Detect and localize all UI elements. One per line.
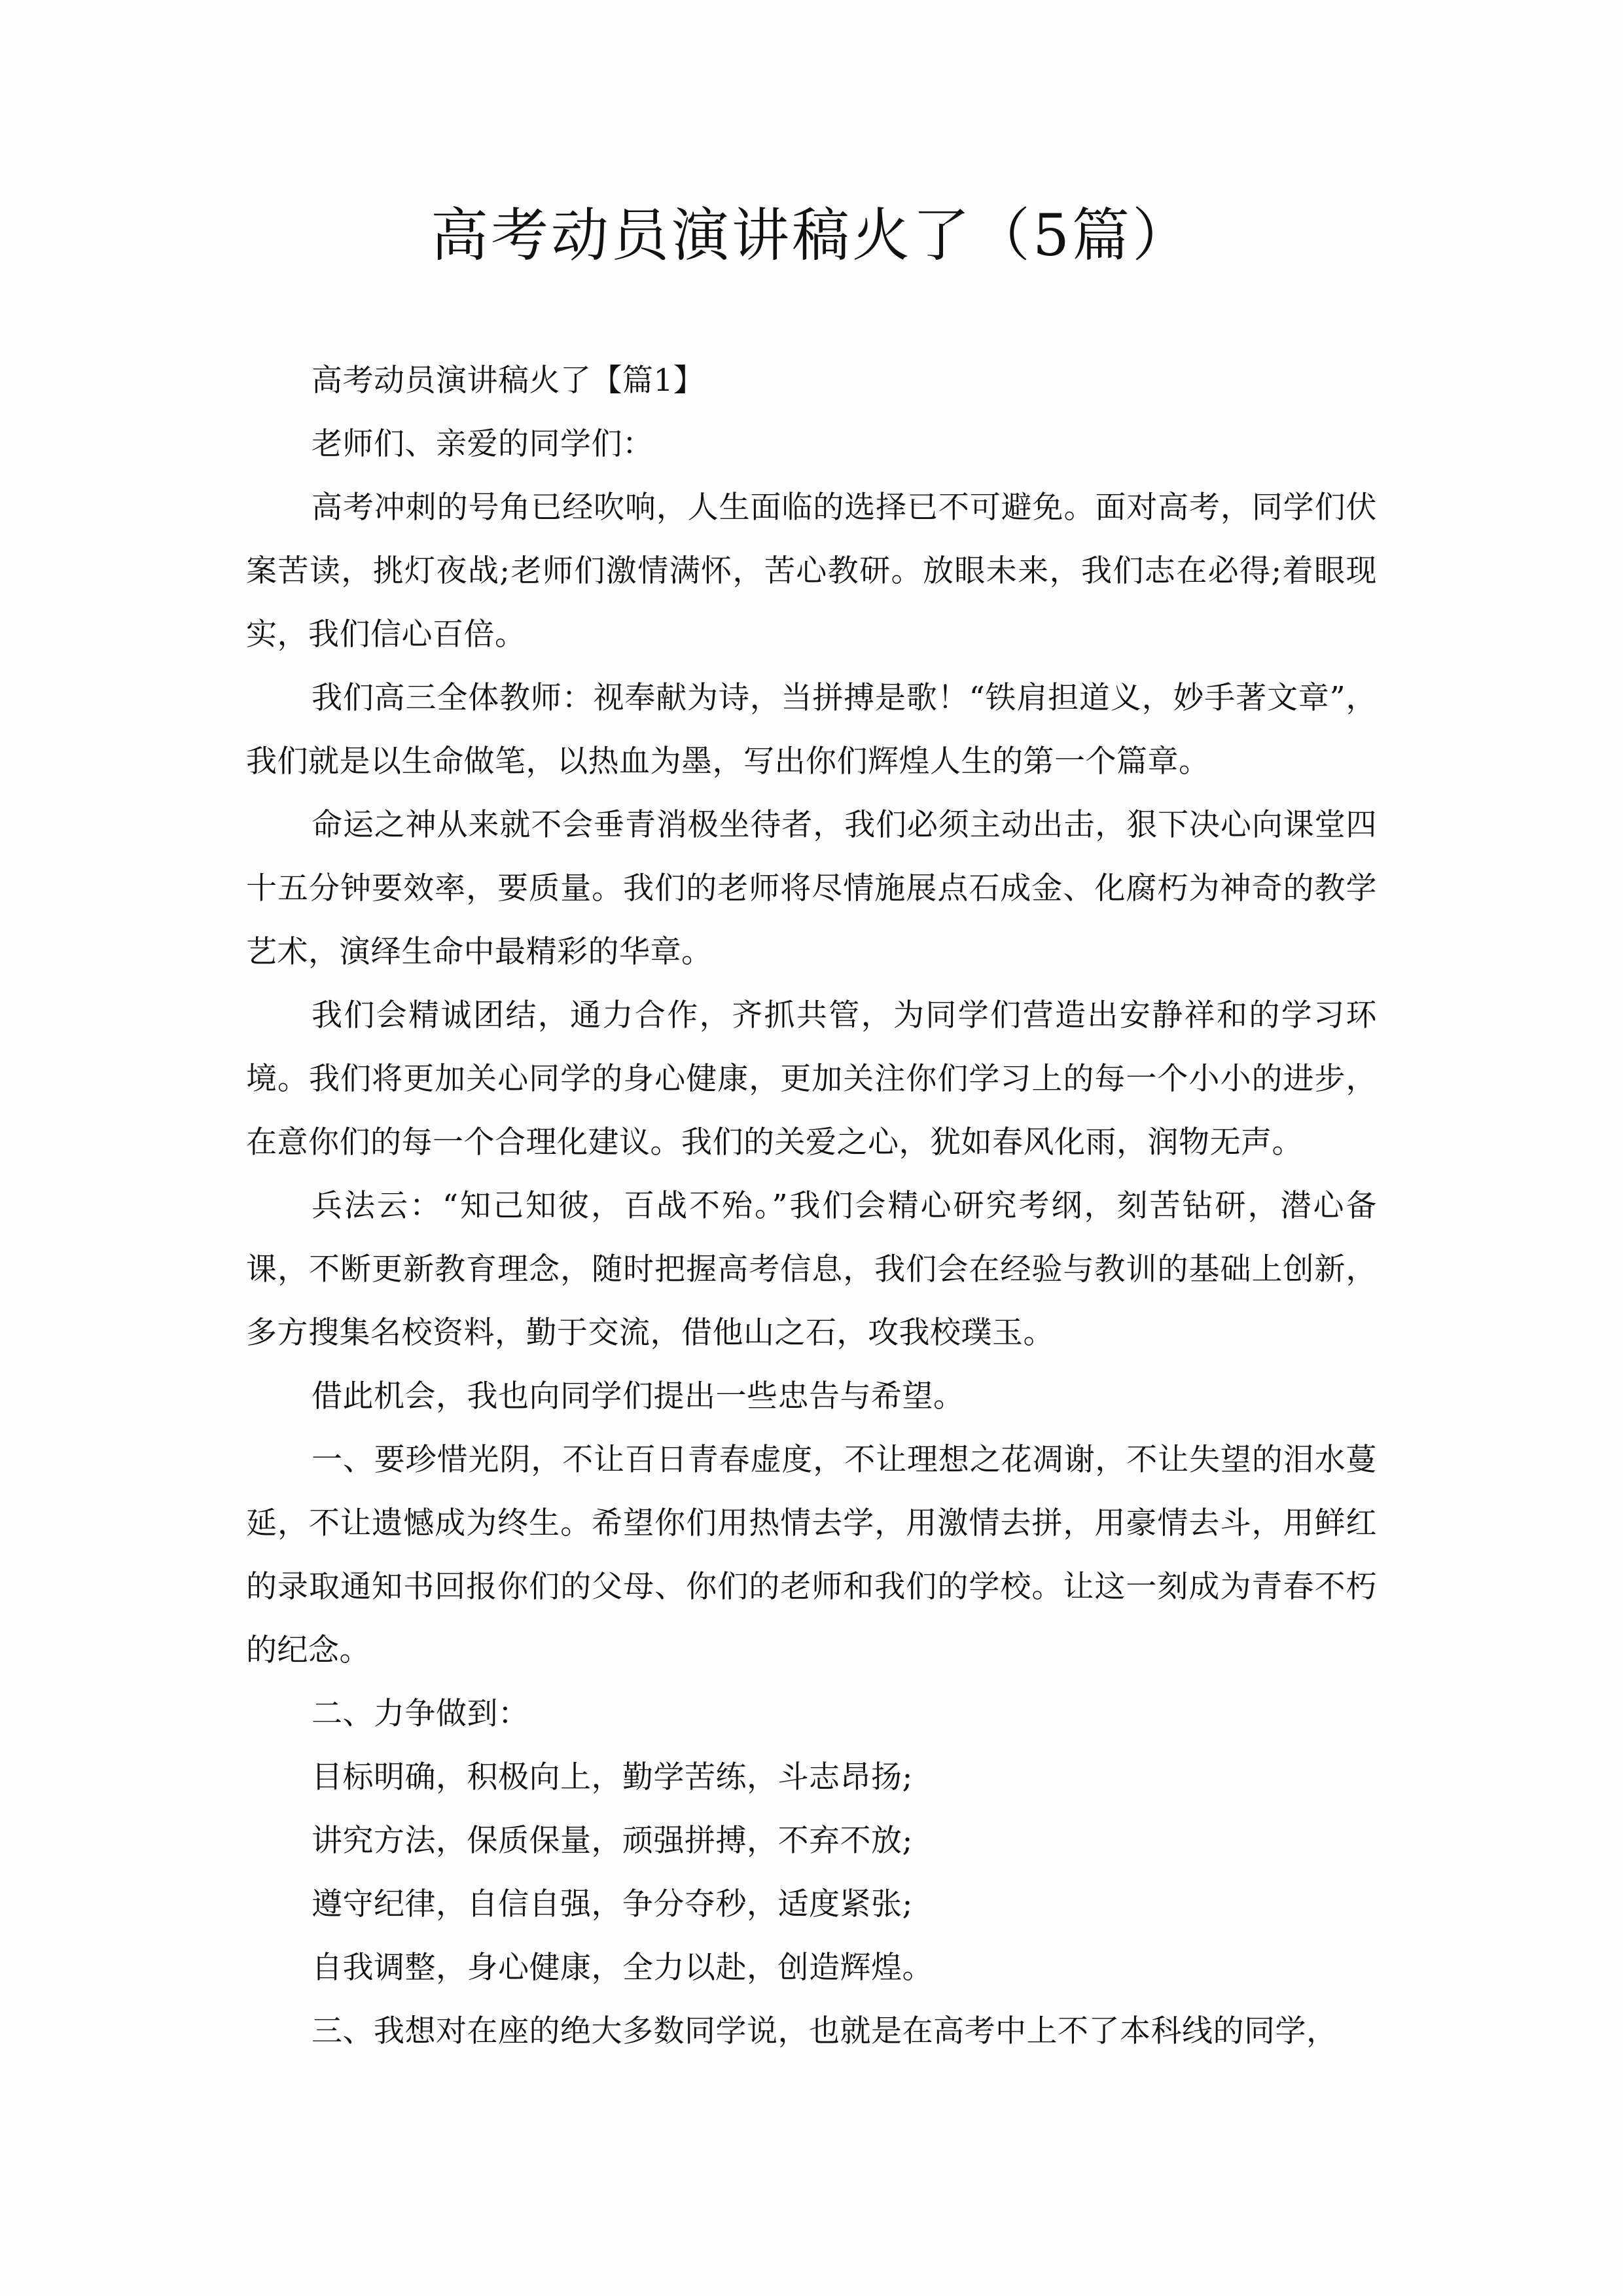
list-item: 目标明确，积极向上，勤学苦练，斗志昂扬; bbox=[312, 1759, 913, 1795]
salutation: 老师们、亲爱的同学们： bbox=[312, 426, 654, 462]
paragraph: 兵法云：“知己知彼，百战不殆。”我们会精心研究考纲，刻苦钻研，潜心备课，不断更新教育理念，随时把握高考信息，我们会在经验与教训的基础上创新，多方搜集名校资料，勤于交流，借他山之石，攻我校璞玉。 bbox=[246, 1188, 1377, 1351]
list-item: 遵守纪律，自信自强，争分夺秒，适度紧张; bbox=[312, 1886, 913, 1922]
paragraph: 三、我想对在座的绝大多数同学说，也就是在高考中上不了本科线的同学， bbox=[312, 2013, 1338, 2049]
paragraph: 借此机会，我也向同学们提出一些忠告与希望。 bbox=[312, 1378, 965, 1414]
paragraph: 我们高三全体教师：视奉献为诗，当拼搏是歌！“铁肩担道义，妙手著文章”，我们就是以生命做笔，以热血为墨，写出你们辉煌人生的第一个篇章。 bbox=[246, 680, 1377, 780]
paragraph: 命运之神从来就不会垂青消极坐待者，我们必须主动出击，狠下决心向课堂四十五分钟要效率，要质量。我们的老师将尽情施展点石成金、化腐朽为神奇的教学艺术，演绎生命中最精彩的华章。 bbox=[246, 807, 1377, 970]
document-title: 高考动员演讲稿火了（5篇） bbox=[431, 202, 1192, 269]
paragraph: 高考冲刺的号角已经吹响，人生面临的选择已不可避免。面对高考，同学们伏案苦读，挑灯夜战;老师们激情满怀，苦心教研。放眼未来，我们志在必得;着眼现实，我们信心百倍。 bbox=[246, 490, 1377, 653]
paragraph: 一、要珍惜光阴，不让百日青春虚度，不让理想之花凋谢，不让失望的泪水蔓延，不让遗憾成为终生。希望你们用热情去学，用激情去拼，用豪情去斗，用鲜红的录取通知书回报你们的父母、你们的老师和我们的学校。让这一刻成为青春不朽的纪念。 bbox=[246, 1442, 1377, 1668]
paragraph: 我们会精诚团结，通力合作，齐抓共管，为同学们营造出安静祥和的学习环境。我们将更加关心同学的身心健康，更加关注你们学习上的每一个小小的进步，在意你们的每一个合理化建议。我们的关爱之心，犹如春风化雨，润物无声。 bbox=[246, 997, 1377, 1160]
document-body bbox=[246, 349, 1377, 2063]
list-item: 自我调整，身心健康，全力以赴，创造辉煌。 bbox=[312, 1950, 933, 1986]
section-heading: 高考动员演讲稿火了【篇1】 bbox=[312, 363, 705, 399]
list-item: 讲究方法，保质保量，顽强拼搏，不弃不放; bbox=[312, 1823, 913, 1859]
list-heading: 二、力争做到： bbox=[312, 1696, 529, 1732]
